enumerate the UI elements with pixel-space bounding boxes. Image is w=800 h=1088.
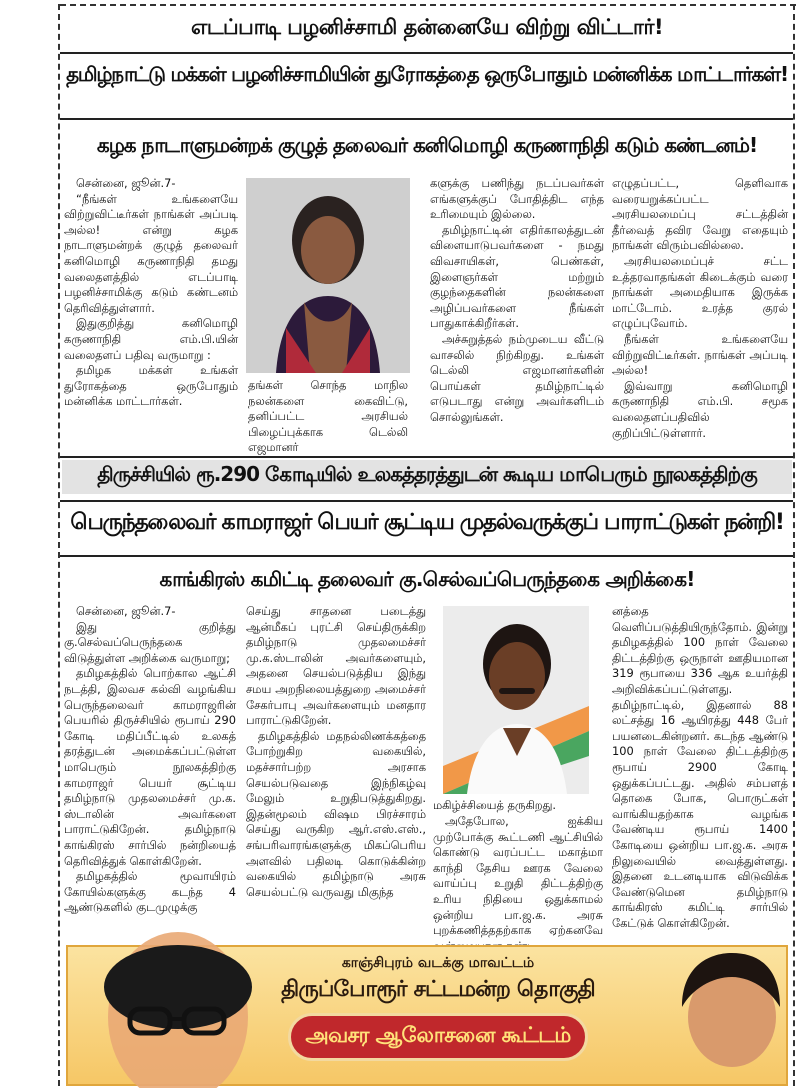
paragraph: அரசியலமைப்புச் சட்ட உத்தரவாதங்கள் கிடைக்கும் வரை நாங்கள் அமைதியாக இருக்க மாட்டோம். உரத்த குரல் எழுப்புவோம். [612, 253, 788, 331]
leader-portrait-right-icon [668, 947, 786, 1088]
article2-column-2 [246, 604, 426, 934]
paragraph: எழுதப்பட்ட, தெளிவாக வரையறுக்கப்பட்ட அரசியலமைப்பு சட்டத்தின் தீர்வைத் தவிர வேறு எதையும் நாங்கள் விரும்பவில்லை. [612, 176, 788, 253]
rule-divider [60, 52, 793, 54]
article1-headline: தமிழ்நாட்டு மக்கள் பழனிச்சாமியின் துரோகத்தை ஒருபோதும் மன்னிக்க மாட்டார்கள்! [66, 62, 788, 86]
article1-subhead: கழக நாடாளுமன்றக் குழுத் தலைவர் கனிமொழி கருணாநிதி கடும் கண்டனம்! [96, 133, 758, 157]
rule-divider [60, 456, 793, 458]
article1-column-1 [64, 176, 238, 446]
portrait-man-icon [443, 606, 589, 794]
paragraph: தமிழகத்தில் பொற்கால ஆட்சி நடத்தி, இலவச கல்வி வழங்கிய பெருந்தலைவர் காமராஜரின் பெயரில் திருச்சியில் ரூபாய் 290 கோடி மதிப்பீட்டில் உலகத் தரத்துடன் அமைக்கப்பட்டுள்ள மாபெரும் நூலகத்திற்கு காமராஜர் பெயர் சூட்டிய தமிழ்நாடு முதலமைச்சர் மு.க. ஸ்டாலின் அவர்களை பாராட்டுகிறேன். தமிழ்நாடு காங்கிரஸ் சார்பில் நன்றியைத் தெரிவித்துக் கொள்கிறேன். [64, 666, 236, 868]
paragraph: இது குறித்து கு.செல்வப்பெருந்தகை விடுத்துள்ள அறிக்கை வருமாறு; [64, 619, 236, 665]
article2-column-3 [433, 814, 603, 938]
paragraph: தமிழக மக்கள் உங்கள் துரோகத்தை ஒருபோதும் மன்னிக்க மாட்டார்கள். [64, 363, 238, 409]
ad-meeting-title: அவசர ஆலோசனை கூட்டம் [305, 1023, 571, 1047]
ad-constituency-text: திருப்போரூர் சட்டமன்ற தொகுதி [281, 977, 595, 1002]
photo-caption: மகிழ்ச்சியைத் தருகிறது. [433, 798, 557, 812]
selvaperunthagai-photo [443, 606, 589, 794]
dashed-cut-border-left [58, 4, 60, 1086]
paragraph: அதேபோல, ஐக்கிய முற்போக்கு கூட்டணி ஆட்சியில் கொண்டு வரப்பட்ட மகாத்மா காந்தி தேசிய ஊரக வேலை வாய்ப்பு உறுதி திட்டத்திற்கு உரிய நிதியை ஒதுக்காமல் ஒன்றிய பா.ஜ.க. அரசு புறக்கணித்ததற்காக ஏற்கனவே [433, 814, 603, 938]
article1-kicker: எடப்பாடி பழனிச்சாமி தன்னையே விற்று விட்டார்! [190, 15, 664, 39]
dashed-cut-border-right [793, 4, 795, 1086]
dateline: சென்னை, ஜூன்.7- [76, 604, 176, 618]
kanimozhi-photo [246, 178, 410, 373]
paragraph: அச்சுறுத்தல் நம்முடைய வீட்டு வாசலில் நிற்கிறது. உங்கள் டெல்லி எஜமானர்களின் பொய்கள் தமிழ்நாட்டில் எடுபடாது என்று அவர்களிடம் சொல்லுங்கள். [430, 331, 604, 424]
paragraph: தமிழகத்தில் மூவாயிரம் கோயில்களுக்கு கடந்த 4 ஆண்டுகளில் குடமுழுக்கு [64, 869, 236, 915]
article1-column-3 [430, 176, 604, 446]
leader-portrait-left-icon [68, 947, 268, 1088]
ad-district-text: காஞ்சிபுரம் வடக்கு மாவட்டம் [341, 955, 535, 971]
paragraph: தமிழ்நாட்டின் எதிர்காலத்துடன் விளையாடுபவர்களை - நமது விவசாயிகள், பெண்கள், இளைஞர்கள் மற்றும் குழந்தைகளின் நலன்களை அழிப்பவர்களை நீங்கள் பாதுகாக்கிறீர்கள். [430, 222, 604, 331]
paragraph: “நீங்கள் உங்களையே விற்றுவிட்டீர்கள் நாங்கள் அப்படி அல்ல! என்று கழக நாடாளுமன்றக் குழுத் தலைவர் கனிமொழி கருணாநிதி தமது வலைதளத்தில் எடப்பாடி பழனிச்சாமிக்கு கடும் கண்டனம் தெரிவித்துள்ளார். [64, 191, 238, 315]
article1-column-2-text: தங்கள் சொந்த மாநில நலன்களை கைவிட்டு, தனிப்பட்ட அரசியல் பிழைப்புக்காக டெல்லி எஜமானர் [248, 378, 408, 455]
article2-subhead: காங்கிரஸ் கமிட்டி தலைவர் கு.செல்வப்பெருந்தகை அறிக்கை! [159, 567, 695, 591]
paragraph: இவ்வாறு கனிமொழி கருணாநிதி எம்.பி. சமூக வலைதளப்பதிவில் குறிப்பிட்டுள்ளார். [612, 378, 788, 440]
paragraph: நீங்கள் உங்களையே விற்றுவிட்டீர்கள். நாங்கள் அப்படி அல்ல! [612, 331, 788, 378]
meeting-advertisement-banner [66, 945, 788, 1086]
dateline: சென்னை, ஜூன்.7- [76, 176, 176, 190]
paragraph: இதுகுறித்து கனிமொழி கருணாநிதி எம்.பி.யின் வலைதளப் பதிவு வருமாறு : [64, 316, 238, 362]
article2-kicker: திருச்சியில் ரூ.290 கோடியில் உலகத்தரத்துடன் கூடிய மாபெரும் நூலகத்திற்கு [97, 462, 757, 486]
article2-headline: பெருந்தலைவர் காமராஜர் பெயர் சூட்டிய முதல்வருக்குப் பாராட்டுகள் நன்றி! [70, 510, 784, 535]
dashed-cut-border-top [60, 4, 796, 6]
portrait-woman-icon [246, 178, 410, 373]
article1-column-4 [612, 176, 788, 446]
rule-divider [60, 500, 793, 502]
paragraph: தமிழகத்தில் மதநல்லிணக்கத்தை போற்றுகிற வகையில், மதச்சார்பற்ற அரசாக செயல்படுவதை இந்நிகழ்வு மேலும் உறுதிபடுத்துகிறது. இதன்மூலம் விஷம பிரச்சாரம் செய்து வருகிற ஆர்.எஸ்.எஸ்., சங்பரிவாரங்களுக்கு மிகப்பெரிய அளவில் பதிலடி கொடுக்கின்ற வகையில் தமிழ்நாடு அரசு செயல்பட்டு வருவது மிகுந்த [246, 728, 426, 899]
article2-column-1 [64, 604, 236, 934]
rule-divider [60, 118, 793, 120]
paragraph: செய்து சாதனை படைத்து ஆன்மீகப் புரட்சி செய்திருக்கிற தமிழ்நாடு முதலமைச்சர் மு.க.ஸ்டாலின் அவர்களையும், அதனை செயல்படுத்திய இந்து சமய அறநிலையத்துறை அமைச்சர் சேகர்பாபு அவர்களையும் மனதார பாராட்டுகிறேன். [246, 604, 426, 728]
article2-column-4 [612, 604, 788, 934]
paragraph: களுக்கு பணிந்து நடப்பவர்கள் எங்களுக்குப் போதித்திட எந்த உரிமையும் இல்லை. [430, 176, 604, 222]
paragraph: னத்தை வெளிப்படுத்தியிருந்தோம். இன்று தமிழகத்தில் 100 நாள் வேலை திட்டத்திற்கு ஒருநாள் ஊதியமான 319 ரூபாயை 336 ஆக உயர்த்தி அறிவிக்கப்பட்டுள்ளது. தமிழ்நாட்டில், இதனால் 88 லட்சத்து 16 ஆயிரத்து 448 பேர் பயனடைகின்றனர். கடந்த ஆண்டு 100 நாள் வேலை திட்டத்திற்கு ரூபாய் 2900 கோடி ஒதுக்கப்பட்டது. அதில் சம்பளத் தொகை போக, பொருட்கள் வாங்கியதற்காக வழங்க வேண்டிய ரூபாய் 1400 கோடியை ஒன்றிய பா.ஜ.க. அரசு நிலுவையில் வைத்துள்ளது. இதனை உடனடியாக விடுவிக்க வேண்டுமென தமிழ்நாடு காங்கிரஸ் கமிட்டி சார்பில் கேட்டுக் கொள்கிறேன். [612, 604, 788, 930]
rule-divider [60, 555, 793, 557]
